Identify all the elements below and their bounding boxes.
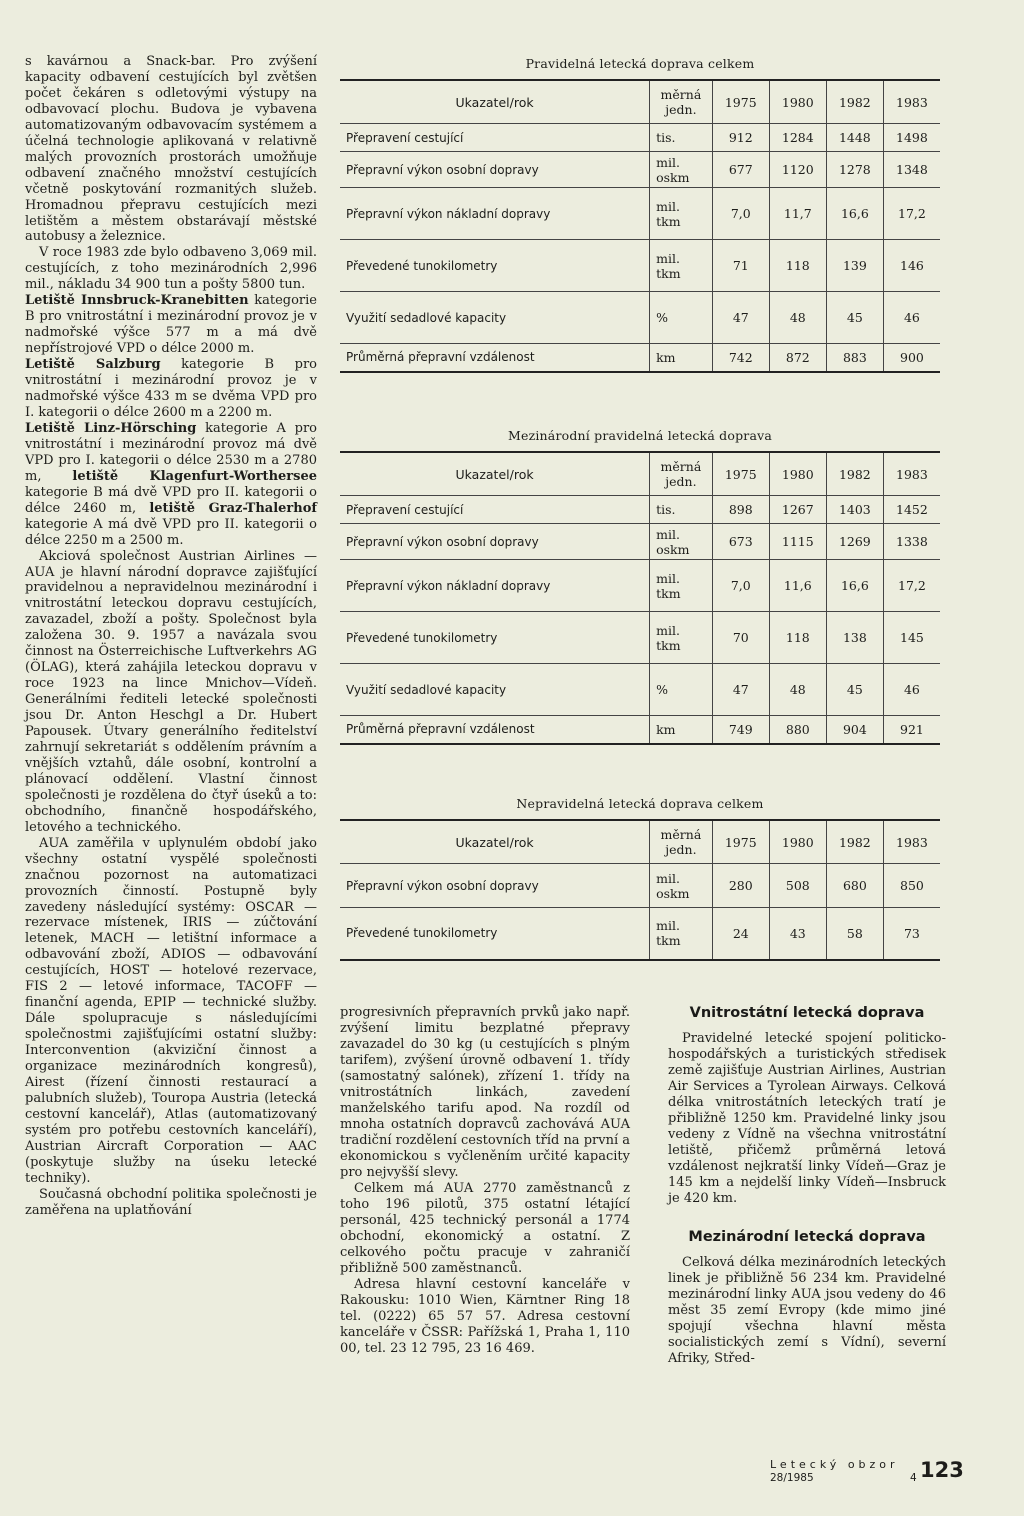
row-unit: mil. tkm xyxy=(650,612,713,664)
table-row xyxy=(340,560,940,612)
row-value: 280 xyxy=(712,864,769,908)
row-value: 1278 xyxy=(826,152,883,188)
airport-text: kategorie A pro vnitrostátní i mezinárodní provoz má dvě VPD pro I. kategorii o délce 2530 m a 2780 m, xyxy=(25,420,317,484)
table-row xyxy=(340,152,940,188)
table-header-row xyxy=(340,452,940,496)
row-value: 677 xyxy=(712,152,769,188)
table-row xyxy=(340,188,940,240)
row-value: 880 xyxy=(769,716,826,744)
table-row xyxy=(340,524,940,560)
row-value: 921 xyxy=(883,716,940,744)
row-value: 46 xyxy=(883,292,940,344)
airport-paragraph xyxy=(25,293,317,357)
airport-text: kategorie B pro vnitrostátní i mezinárodní provoz je v nadmořské výšce 433 m se dvěma VPD pro I. kategorii o délce 2600 m a 2200 m. xyxy=(25,357,317,420)
row-label: Využití sedadlové kapacity xyxy=(340,292,650,344)
row-value: 872 xyxy=(769,344,826,372)
row-value: 45 xyxy=(826,664,883,716)
paragraph: Akciová společnost Austrian Airlines — AUA je hlavní národní dopravce zajišťující pravidelnou a nepravidelnou mezinárodní i vnitrostátní leteckou dopravu cestujících, zavazadel, zboží a pošty. Společnost byla založena 30. 9. 1957 a navázala svou činnost na Österreichische Luftverkehrs AG (ÖLAG), která zahájila leteckou dopravu v roce 1923 na lince Mnichov—Vídeň. Generálními řediteli letecké společnosti jsou Dr. Anton Heschgl a Dr. Hubert Papousek. Útvary generálního ředitelství zahrnují sekretariát s oddělením právním a vnějších vztahů, dále osobní, kontrolní a plánovací oddělení. Vlastní činnost společnosti je rozdělena do čtyř úseků a to: obchodního, finančně hospodářského, letového a technického. xyxy=(25,548,317,835)
paragraph: Současná obchodní politika společnosti je zaměřena na uplatňování xyxy=(25,1186,317,1218)
row-unit: km xyxy=(650,716,713,744)
header-year: 1975 xyxy=(712,80,769,124)
row-value: 73 xyxy=(883,908,940,960)
row-value: 1120 xyxy=(769,152,826,188)
header-unit: měrná jedn. xyxy=(650,80,713,124)
statistics-table xyxy=(340,79,940,373)
row-unit: % xyxy=(650,292,713,344)
paragraph: V roce 1983 zde bylo odbaveno 3,069 mil. cestujících, z toho mezinárodních 2,996 mil., nákladu 34 900 tun a pošty 5800 tun. xyxy=(25,245,317,293)
magazine-name: Letecký obzor xyxy=(770,1458,899,1471)
table-caption: Pravidelná letecká doprava celkem xyxy=(525,56,755,71)
row-value: 17,2 xyxy=(883,188,940,240)
row-value: 680 xyxy=(826,864,883,908)
row-value: 904 xyxy=(826,716,883,744)
row-value: 138 xyxy=(826,612,883,664)
row-value: 883 xyxy=(826,344,883,372)
row-value: 47 xyxy=(712,292,769,344)
table-row xyxy=(340,240,940,292)
row-value: 58 xyxy=(826,908,883,960)
paragraph: Pravidelné letecké spojení politicko-hospodářských a turistických středisek země zajišťuje Austrian Airlines, Austrian Air Services a Tyrolean Airways. Celková délka vnitrostátních leteckých tratí je přibližně 1250 km. Pravidelné linky jsou vedeny z Vídně na všechna vnitrostátní letiště, přičemž průměrná letová vzdálenost nejkratší linky Vídeň—Graz je 145 km a nejdelší linky Vídeň—Insbruck je 420 km. xyxy=(668,1031,946,1206)
row-value: 1338 xyxy=(883,524,940,560)
section-heading-domestic: Vnitrostátní letecká doprava xyxy=(689,1005,925,1021)
row-label: Přepravení cestující xyxy=(340,124,650,152)
header-year: 1980 xyxy=(769,452,826,496)
paragraph: Celková délka mezinárodních leteckých linek je přibližně 56 234 km. Pravidelné mezinárodní linky AUA jsou vedeny do 46 měst 35 zemí Evropy (kde mimo jiné spojují všechna hlavní města socialistických zemí s Vídní), severní Afriky, Střed- xyxy=(668,1255,946,1366)
row-unit: mil. tkm xyxy=(650,908,713,960)
row-label: Přepravní výkon osobní dopravy xyxy=(340,524,650,560)
middle-column xyxy=(340,1005,630,1357)
table-caption: Nepravidelná letecká doprava celkem xyxy=(516,796,764,811)
row-value: 900 xyxy=(883,344,940,372)
header-year: 1983 xyxy=(883,820,940,864)
airport-name: letiště Graz-Thalerhof xyxy=(149,500,317,516)
airport-name: Letiště Innsbruck-Kranebitten xyxy=(25,293,249,309)
row-value: 508 xyxy=(769,864,826,908)
page-footer xyxy=(770,1458,964,1498)
row-unit: mil. oskm xyxy=(650,152,713,188)
row-value: 146 xyxy=(883,240,940,292)
row-value: 70 xyxy=(712,612,769,664)
row-value: 47 xyxy=(712,664,769,716)
row-label: Přepravní výkon osobní dopravy xyxy=(340,152,650,188)
paragraph: s kavárnou a Snack-bar. Pro zvýšení kapacity odbavení cestujících byl zvětšen počet čekáren s odletovými výstupy na odbavovací plochu. Budova je vybavena automatizovaným odbavovacím systémem a účelná technologie aplikovaná v relativně malých provozních prostorách umožňuje odbavení značného množství cestujících včetně poskytování rozmanitých služeb. Hromadnou přepravu cestujících mezi letištěm a městem obstarávají městské autobusy a železnice. xyxy=(25,54,317,245)
row-unit: tis. xyxy=(650,496,713,524)
table-row xyxy=(340,908,940,960)
table-row xyxy=(340,864,940,908)
paragraph: progresivních přepravních prvků jako např. zvýšení limitu bezplatné přepravy zavazadel do 30 kg (u cestujících s plným tarifem), zvýšení úrovně odbavení 1. třídy (samostatný salónek), zřízení 1. třídy na vnitrostátních linkách, zavedení manželského tarifu apod. Na rozdíl od mnoha ostatních dopravců zachovává AUA tradiční rozdělení cestovních tříd na první a ekonomickou s vyčleněním určité kapacity pro nejvyšší slevy. xyxy=(340,1005,630,1180)
row-value: 1284 xyxy=(769,124,826,152)
header-unit: měrná jedn. xyxy=(650,820,713,864)
row-unit: mil. oskm xyxy=(650,864,713,908)
row-value: 11,6 xyxy=(769,560,826,612)
table-caption: Mezinárodní pravidelná letecká doprava xyxy=(507,428,773,443)
row-value: 1267 xyxy=(769,496,826,524)
row-label: Přepravní výkon osobní dopravy xyxy=(340,864,650,908)
row-unit: mil. tkm xyxy=(650,188,713,240)
table-header-row xyxy=(340,820,940,864)
statistics-table xyxy=(340,819,940,961)
header-indicator: Ukazatel/rok xyxy=(340,452,650,496)
table-nonscheduled-total xyxy=(340,796,940,961)
header-year: 1983 xyxy=(883,452,940,496)
airport-name: Letiště Linz-Hörsching xyxy=(25,420,197,436)
row-value: 742 xyxy=(712,344,769,372)
statistics-table xyxy=(340,451,940,745)
paragraph: AUA zaměřila v uplynulém období jako všechny ostatní vyspělé společnosti značnou pozornost na automatizaci provozních činností. Postupně byly zavedeny následující systémy: OSCAR — rezervace místenek, IRIS — zúčtování letenek, MACH — letištní informace a odbavování zboží, ADIOS — odbavování cestujících, HOST — hotelové rezervace, FIS 2 — letové informace, TACOFF — finanční agenda, EPIP — technické služby. Dále spolupracuje s následujícími společnostmi zajišťujícími ostatní služby: Interconvention (akviziční činnost a organizace mezinárodních kongresů), Airest (řízení činnosti restaurací a palubních služeb), Touropa Austria (letecká cestovní kancelář), Atlas (automatizovaný systém pro potřebu cestovních kanceláří), Austrian Aircraft Corporation — AAC (poskytuje služby na úseku letecké techniky). xyxy=(25,835,317,1186)
row-value: 48 xyxy=(769,664,826,716)
header-year: 1982 xyxy=(826,820,883,864)
row-value: 898 xyxy=(712,496,769,524)
row-unit: mil. tkm xyxy=(650,240,713,292)
airport-paragraph xyxy=(25,421,317,549)
row-value: 749 xyxy=(712,716,769,744)
row-label: Převedené tunokilometry xyxy=(340,908,650,960)
issue-sub-number: 4 xyxy=(910,1472,917,1484)
table-row xyxy=(340,612,940,664)
row-label: Přepravní výkon nákladní dopravy xyxy=(340,560,650,612)
row-value: 1498 xyxy=(883,124,940,152)
right-column xyxy=(668,1005,946,1367)
airport-name: Letiště Salzburg xyxy=(25,357,161,373)
header-year: 1983 xyxy=(883,80,940,124)
row-label: Průměrná přepravní vzdálenost xyxy=(340,716,650,744)
row-value: 17,2 xyxy=(883,560,940,612)
row-unit: mil. oskm xyxy=(650,524,713,560)
row-unit: mil. tkm xyxy=(650,560,713,612)
row-value: 1403 xyxy=(826,496,883,524)
row-value: 11,7 xyxy=(769,188,826,240)
table-international-scheduled xyxy=(340,428,940,745)
airport-text: kategorie B má dvě VPD pro II. kategorii o délce 2460 m, xyxy=(25,484,317,516)
airport-paragraph xyxy=(25,357,317,421)
row-value: 850 xyxy=(883,864,940,908)
row-value: 43 xyxy=(769,908,826,960)
row-value: 1452 xyxy=(883,496,940,524)
row-label: Převedené tunokilometry xyxy=(340,612,650,664)
row-value: 46 xyxy=(883,664,940,716)
row-label: Přepravní výkon nákladní dopravy xyxy=(340,188,650,240)
row-label: Převedené tunokilometry xyxy=(340,240,650,292)
header-year: 1975 xyxy=(712,820,769,864)
row-value: 16,6 xyxy=(826,560,883,612)
airport-text: kategorie A má dvě VPD pro II. kategorii o délce 2250 m a 2500 m. xyxy=(25,516,317,548)
row-value: 118 xyxy=(769,612,826,664)
row-label: Průměrná přepravní vzdálenost xyxy=(340,344,650,372)
row-unit: tis. xyxy=(650,124,713,152)
paragraph: Celkem má AUA 2770 zaměstnanců z toho 196 pilotů, 375 ostatní létající personál, 425 technický personál a 1774 obchodní, ekonomický a ostatní. Z celkového počtu pracuje v zahraničí přibližně 500 zaměstnanců. xyxy=(340,1181,630,1276)
left-column xyxy=(25,54,317,1219)
airport-text: kategorie B pro vnitrostátní i mezinárodní provoz je v nadmořské výšce 577 m a má dvě nepřístrojové VPD o délce 2000 m. xyxy=(25,293,317,357)
row-value: 139 xyxy=(826,240,883,292)
issue-number: 28/1985 xyxy=(770,1472,814,1484)
table-row xyxy=(340,716,940,744)
paragraph: Adresa hlavní cestovní kanceláře v Rakousku: 1010 Wien, Kärntner Ring 18 tel. (0222) 65 57 57. Adresa cestovní kanceláře v ČSSR: Pařížská 1, Praha 1, 110 00, tel. 23 12 795, 23 16 469. xyxy=(340,1277,630,1356)
header-indicator: Ukazatel/rok xyxy=(340,80,650,124)
row-value: 673 xyxy=(712,524,769,560)
table-header-row xyxy=(340,80,940,124)
page-number: 123 xyxy=(920,1458,964,1482)
section-heading-international: Mezinárodní letecká doprava xyxy=(688,1229,926,1245)
airport-name: letiště Klagenfurt-Worthersee xyxy=(72,468,317,484)
table-row xyxy=(340,664,940,716)
row-value: 1448 xyxy=(826,124,883,152)
row-value: 16,6 xyxy=(826,188,883,240)
table-row xyxy=(340,344,940,372)
row-value: 1348 xyxy=(883,152,940,188)
row-value: 1115 xyxy=(769,524,826,560)
row-label: Využití sedadlové kapacity xyxy=(340,664,650,716)
row-value: 118 xyxy=(769,240,826,292)
row-value: 7,0 xyxy=(712,188,769,240)
header-unit: měrná jedn. xyxy=(650,452,713,496)
row-value: 912 xyxy=(712,124,769,152)
table-scheduled-total xyxy=(340,56,940,373)
table-row xyxy=(340,496,940,524)
row-value: 45 xyxy=(826,292,883,344)
header-year: 1980 xyxy=(769,80,826,124)
header-year: 1980 xyxy=(769,820,826,864)
row-value: 7,0 xyxy=(712,560,769,612)
row-value: 48 xyxy=(769,292,826,344)
row-value: 145 xyxy=(883,612,940,664)
header-year: 1982 xyxy=(826,80,883,124)
row-value: 1269 xyxy=(826,524,883,560)
table-row xyxy=(340,292,940,344)
table-row xyxy=(340,124,940,152)
row-unit: % xyxy=(650,664,713,716)
header-year: 1975 xyxy=(712,452,769,496)
row-unit: km xyxy=(650,344,713,372)
row-label: Přepravení cestující xyxy=(340,496,650,524)
header-indicator: Ukazatel/rok xyxy=(340,820,650,864)
row-value: 71 xyxy=(712,240,769,292)
header-year: 1982 xyxy=(826,452,883,496)
row-value: 24 xyxy=(712,908,769,960)
